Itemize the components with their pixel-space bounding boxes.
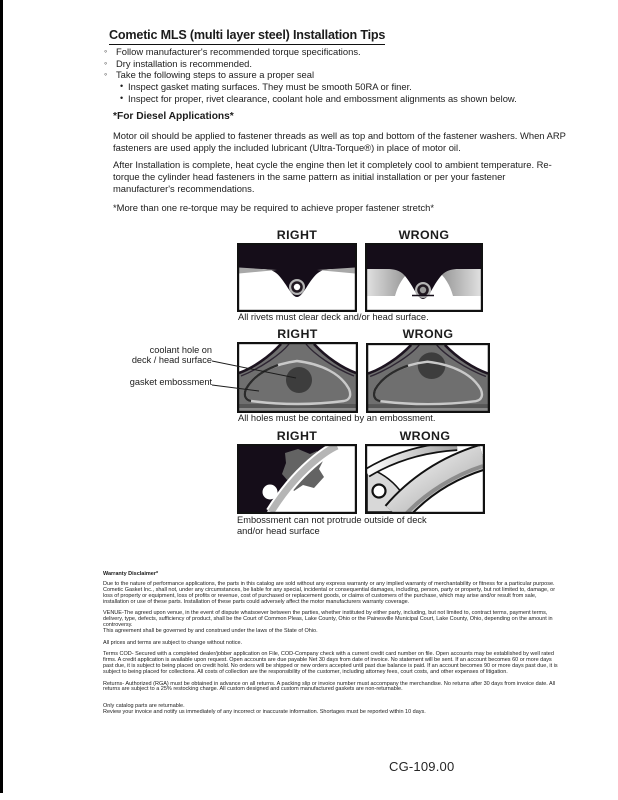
row1-caption: All rivets must clear deck and/or head surface. <box>238 312 429 322</box>
annotation-leader-lines <box>212 350 304 396</box>
warranty-paragraph-1: Due to the nature of performance applications, the parts in this catalog are sold without any express warranty or any implied warranty of merchantability or fitness for a particular purpose. Cometic Gasket Inc., shall not, under any circumstances, be liable for any special, incidental or consequential damages, including, person, party or property, but not limited to, damage, or loss of property or equipment, loss of profits or revenue, cost of purchased or replacement goods, or claims of customers of the purchase, which may arise and/or result from sale, installation or use of these parts. Installation of these parts could adversely affect the motor manufacturers warranty coverage. <box>103 581 556 605</box>
diesel-applications-heading: *For Diesel Applications* <box>113 111 234 122</box>
tip-item-1: ◦ Follow manufacturer's recommended torque specifications. <box>104 46 584 58</box>
diesel-paragraph-1: Motor oil should be applied to fastener threads as well as top and bottom of the fastener washers. When ARP fasteners are used apply the included lubricant (Ultra-Torque®) in place of motor oil. <box>113 130 566 153</box>
tip-item-3: ◦ Take the following steps to assure a proper seal <box>104 69 584 81</box>
hole-embossment-wrong-diagram <box>366 343 490 413</box>
rivet-clearance-wrong-diagram <box>365 243 483 312</box>
row3-wrong-label: WRONG <box>399 429 451 443</box>
warranty-paragraph-returns: Returns- Authorized (RGA) must be obtained in advance on all returns. A packing slip or invoice number must accompany the merchandise. No returns after 30 days from invoice date. All returns are subject to a 25% restocking charge. All custom designed and custom manufactured gaskets are non-returnable. <box>103 680 556 693</box>
row2-caption: All holes must be contained by an embossment. <box>238 413 436 423</box>
warranty-paragraph-prices: All prices and terms are subject to change without notice. <box>103 639 243 646</box>
row3-right-label: RIGHT <box>276 429 318 443</box>
row2-wrong-label: WRONG <box>402 327 454 341</box>
retorque-note: *More than one re-torque may be required to achieve proper fastener stretch* <box>113 202 435 213</box>
embossment-protrusion-wrong-diagram <box>365 444 485 514</box>
row1-right-label: RIGHT <box>276 228 318 242</box>
row1-wrong-label: WRONG <box>398 228 450 242</box>
row3-caption: Embossment can not protrude outside of deck and/or head surface <box>237 515 427 536</box>
tip-subitem-1: • Inspect gasket mating surfaces. They must be smooth 50RA or finer. <box>104 81 584 93</box>
installation-tips-list <box>104 46 584 105</box>
warranty-heading: Warranty Disclaimer* <box>103 571 159 577</box>
embossment-protrusion-right-diagram <box>237 444 357 514</box>
warranty-disclaimer <box>103 572 558 716</box>
warranty-paragraph-governing-law: This agreement shall be governed by and construed under the laws of the State of Ohio. <box>103 627 318 634</box>
coolant-hole-annotation: coolant hole on deck / head surface <box>131 345 212 366</box>
row2-right-label: RIGHT <box>277 327 318 341</box>
tip-subitem-2: • Inspect for proper, rivet clearance, coolant hole and embossment alignments as shown below. <box>104 93 584 105</box>
warranty-paragraph-terms: Terms COD- Secured with a completed dealer/jobber application on File, COD-Company check with a current credit card number on file. Open accounts may be established by well rated firms. A credit application is available upon request. Open accounts are due payable Net 30 days from date of invoice. No statement will be sent. If an account becomes 60 or more days past due, it is subject to being placed on credit hold. No orders will be shipped or new orders accepted until past due balance is paid. If an account becomes 90 or more days past due, it is subject to being placed for collections. All costs of collection are the responsibility of the customer, including attorney fees, court costs, and other expenses of litigation. <box>103 651 558 675</box>
diesel-paragraph-2: After Installation is complete, heat cycle the engine then let it completely cool to ambient temperature. Re-torque the cylinder head fasteners in the same pattern as initial installation or per your fastener manufacturer's recommendations. <box>113 159 552 194</box>
page-title: Cometic MLS (multi layer steel) Installation Tips <box>109 28 385 45</box>
page-number: CG-109.00 <box>389 759 455 774</box>
page-edge-bar <box>0 0 3 793</box>
warranty-paragraph-review: Review your invoice and notify us immediately of any incorrect or inaccurate information. Shortages must be reported within 10 days. <box>103 709 426 716</box>
warranty-paragraph-venue: VENUE-The agreed upon venue, in the event of dispute whatsoever between the parties, whether instituted by either party, including, but not limited to, contract terms, payment terms, delivery, type, defects, sufficiency of product, shall be the Court of Common Pleas, Lake County, Ohio or the Painesville Municipal Court, Lake County, Ohio, depending on the amount in controversy. <box>103 610 553 629</box>
rivet-clearance-right-diagram <box>237 243 357 312</box>
tip-item-2: ◦ Dry installation is recommended. <box>104 58 584 70</box>
gasket-embossment-annotation: gasket embossment <box>129 377 212 387</box>
warranty-paragraph-returnable: Only catalog parts are returnable. <box>103 703 185 710</box>
